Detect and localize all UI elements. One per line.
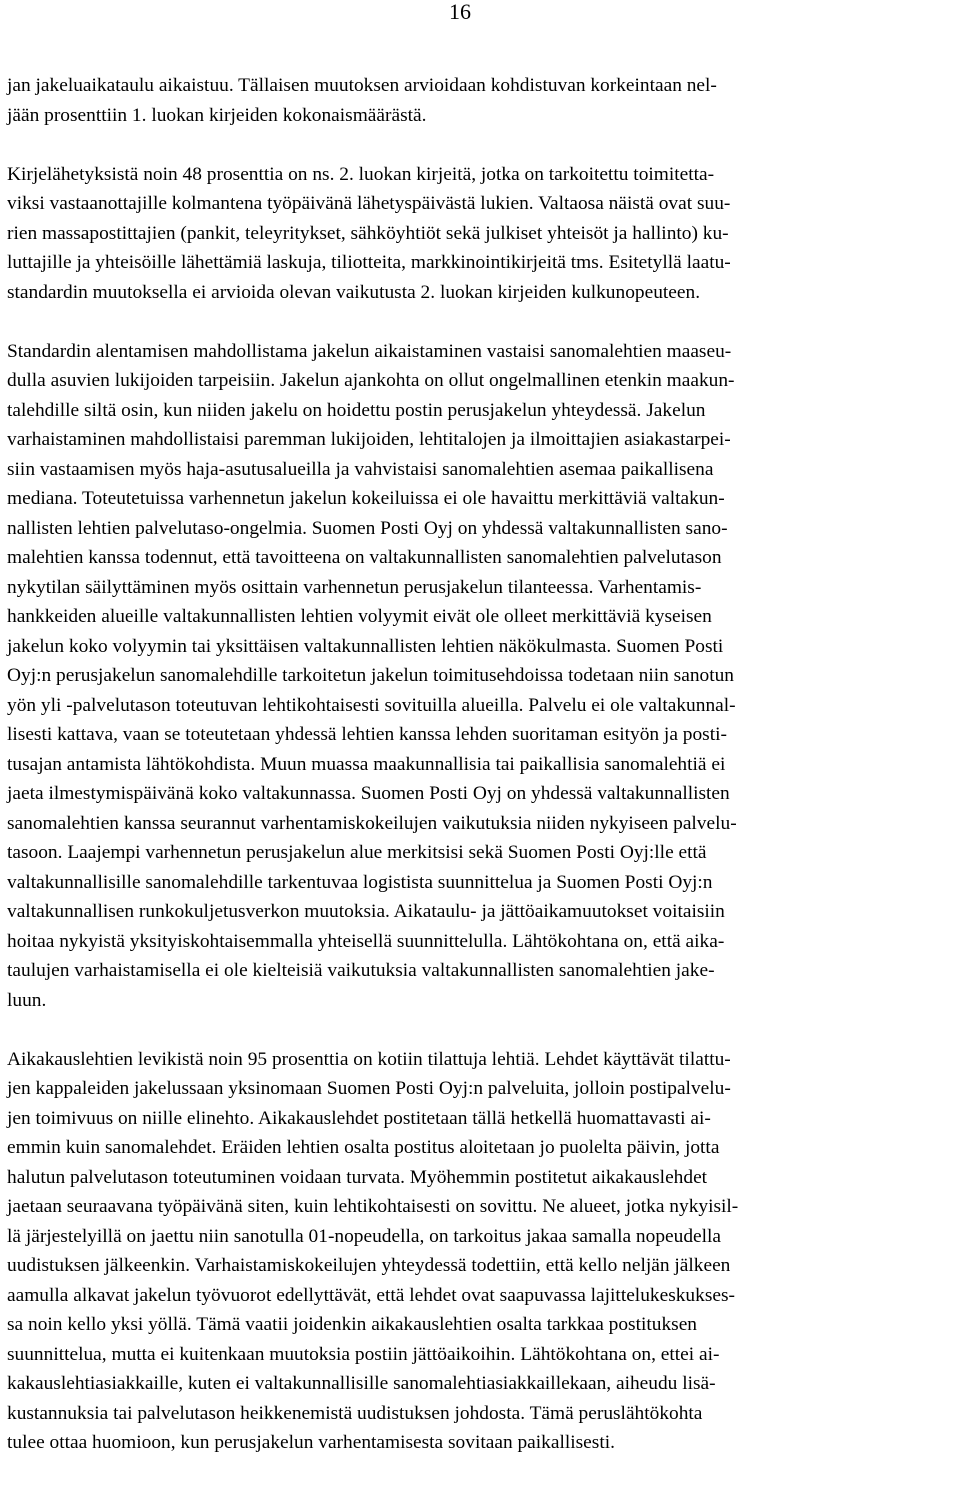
document-body — [7, 71, 953, 1487]
page-number: 16 — [449, 0, 471, 24]
paragraph: jan jakeluaikataulu aikaistuu. Tällaisen muutoksen arvioidaan kohdistuvan korkeintaan nel- jään prosenttiin 1. luokan kirjeiden kokonaismäärästä. — [7, 75, 717, 126]
paragraph: Aikakauslehtien levikistä noin 95 prosenttia on kotiin tilattuja lehtiä. Lehdet käyttävät tilattu- jen kappaleiden jakelussaan yksinomaan Suomen Posti Oyj:n palveluita, jolloin postipalvelu- jen toimivuus on niille elinehto. Aikakauslehdet postitetaan tällä hetkellä huomattavasti ai- emmin kuin sanomalehdet. Eräiden lehtien osalta postitus aloitetaan jo puolelta päivin, jotta halutun palvelutason toteutuminen voidaan turvata. Myöhemmin postitetut aikakauslehdet jaetaan seuraavana työpäivänä siten, kuin lehtikohtaisesti on sovittu. Ne alueet, jotka nykyisil- lä järjestelyillä on jaettu niin sanotulla 01-nopeudella, on tarkoitus jakaa samalla nopeudella uudistuksen jälkeenkin. Varhaistamiskokeilujen yhteydessä todettiin, että kello neljän jälkeen aamulla alkavat jakelun työvuorot edellyttävät, että lehdet ovat saapuvassa lajittelukeskukses- sa noin kello yksi yöllä. Tämä vaatii joidenkin aikakauslehtien osalta tarkkaa postituksen suunnittelua, mutta ei kuitenkaan muutoksia postiin jättöaikoihin. Lähtökohtana on, ettei ai- kakauslehtiasiakkaille, kuten ei valtakunnallisille sanomalehtiasiakkaillekaan, aiheudu lisä- kustannuksia tai palvelutason heikkenemistä uudistuksen johdosta. Tämä peruslähtökohta tulee ottaa huomioon, kun perusjakelun varhentamisesta sovitaan paikallisesti. — [7, 1048, 739, 1453]
paragraph: Standardin alentamisen mahdollistama jakelun aikaistaminen vastaisi sanomalehtien maaseu- dulla asuvien lukijoiden tarpeisiin. Jakelun ajankohta on ollut ongelmallinen etenkin maakun- talehdille siltä osin, kun niiden jakelu on hoidettu postin perusjakelun yhteydessä. Jakelun varhaistaminen mahdollistaisi paremman lukijoiden, lehtitalojen ja ilmoittajien asiakastarpei- siin vastaamisen myös haja-asutusalueilla ja vahvistaisi sanomalehtien asemaa paikallisena mediana. Toteutetuissa varhennetun jakelun kokeiluissa ei ole havaittu merkittäviä valtakun- nallisten lehtien palvelutaso-ongelmia. Suomen Posti Oyj on yhdessä valtakunnallisten sano- malehtien kanssa todennut, että tavoitteena on valtakunnallisten sanomalehtien palvelutason nykytilan säilyttäminen myös osittain varhennetun perusjakelun tilanteessa. Varhentamis- hankkeiden alueille valtakunnallisten lehtien volyymit eivät ole olleet merkittäviä kyseisen jakelun koko volyymin tai yksittäisen valtakunnallisten lehtien näkökulmasta. Suomen Posti Oyj:n perusjakelun sanomalehdille tarkoitetun jakelun toimitusehdoissa todetaan niin sanotun yön yli -palvelutason toteutuvan lehtikohtaisesti sovituilla alueilla. Palvelu ei ole valtakunnal- lisesti kattava, vaan se toteutetaan yhdessä lehtien kanssa lehden suoritaman esityön ja posti- tusajan antamista lähtökohdista. Muun muassa maakunnallisia tai paikallisia sanomalehtiä ei jaeta ilmestymispäivänä koko valtakunnassa. Suomen Posti Oyj on yhdessä valtakunnallisten sanomalehtien kanssa seurannut varhentamiskokeilujen vaikutuksia niiden nykyiseen palvelu- tasoon. Laajempi varhennetun perusjakelun alue merkitsisi sekä Suomen Posti Oyj:lle että valtakunnallisille sanomalehdille tarkentuvaa logistista suunnittelua ja Suomen Posti Oyj:n valtakunnallisen runkokuljetusverkon muutoksia. Aikataulu- ja jättöaikamuutokset voitaisiin hoitaa nykyistä yksityiskohtaisemmalla yhteisellä suunnittelulla. Lähtökohtana on, että aika- taulujen varhaistamisella ei ole kielteisiä vaikutuksia valtakunnallisten sanomalehtien jake- luun. — [7, 340, 737, 1011]
paragraph: Kirjelähetyksistä noin 48 prosenttia on ns. 2. luokan kirjeitä, jotka on tarkoitettu toimitetta- viksi vastaanottajille kolmantena työpäivänä lähetyspäivästä lukien. Valtaosa näistä ovat suu- rien massapostittajien (pankit, teleyritykset, sähköyhtiöt sekä julkiset yhteisöt ja hallinto) ku- luttajille ja yhteisöille lähettämiä laskuja, tiliotteita, markkinointikirjeitä tms. Esitetyllä laatu- standardin muutoksella ei arvioida olevan vaikutusta 2. luokan kirjeiden kulkunopeuteen. — [7, 163, 731, 303]
